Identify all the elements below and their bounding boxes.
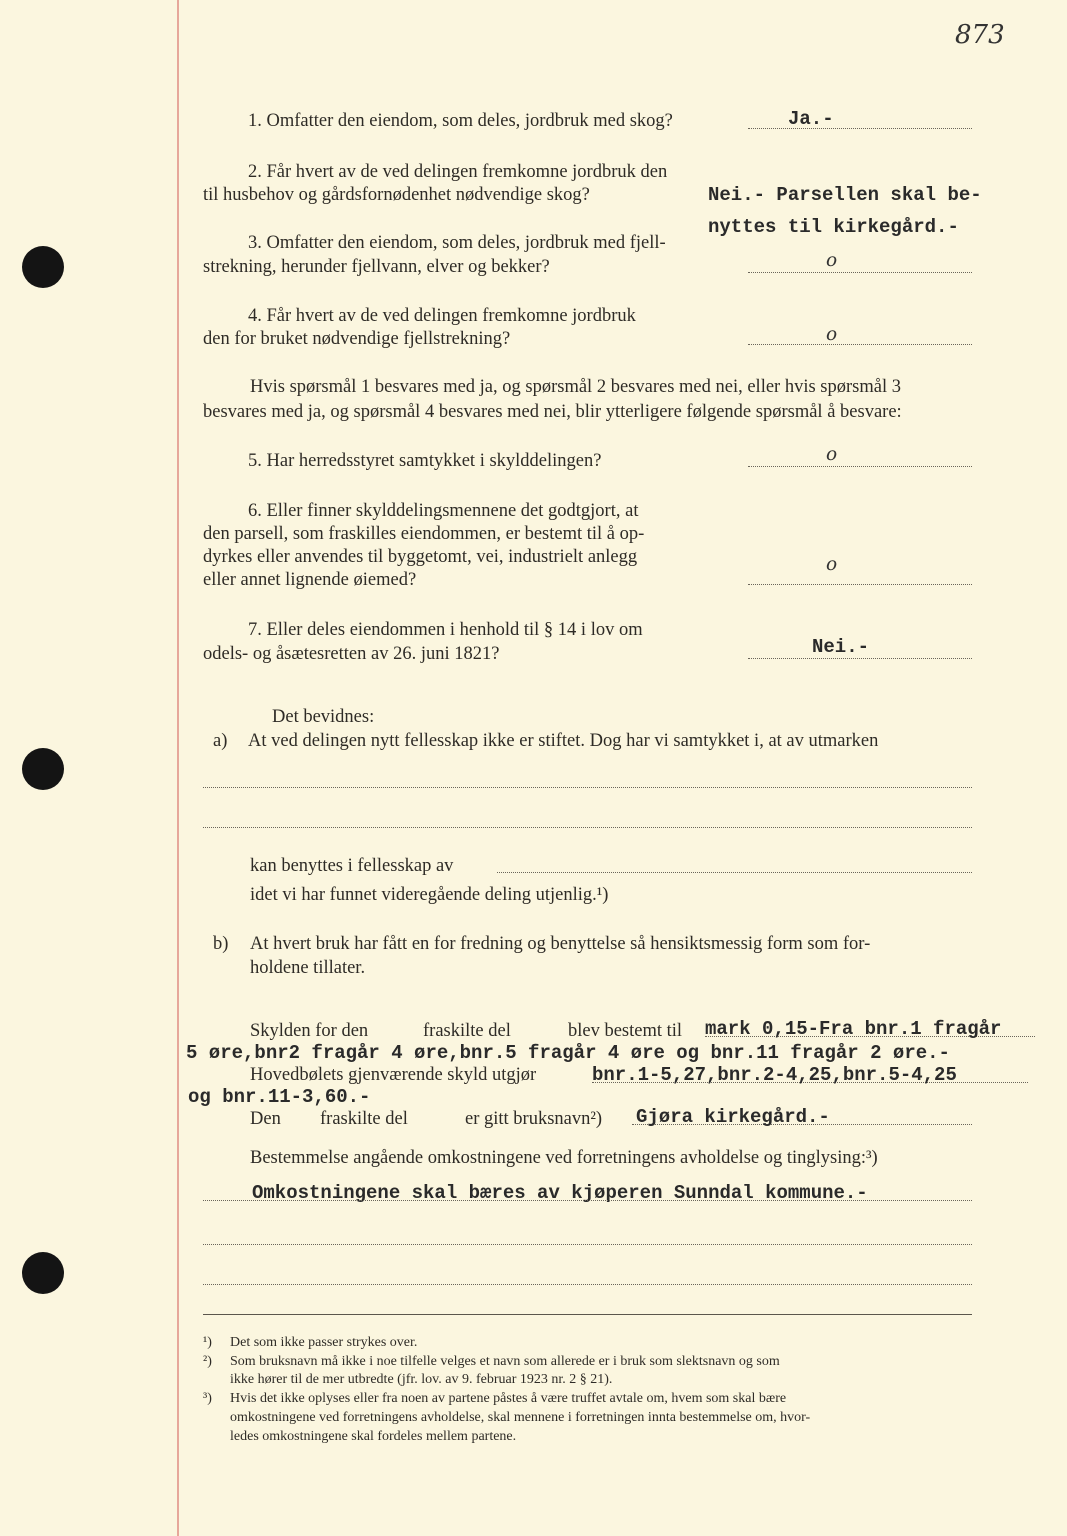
remaining-label: Hovedbølets gjenværende skyld utgjør [250, 1065, 537, 1085]
tax-prefix-end: blev bestemt til [568, 1021, 683, 1041]
question-7-line2: odels- og åsætesretten av 26. juni 1821? [203, 644, 500, 664]
binder-hole [22, 246, 64, 288]
answer-line [748, 584, 972, 585]
costs-label: Bestemmelse angående omkostningene ved forretningens avholdelse og tinglysing:³) [250, 1148, 878, 1168]
answer-1: Ja.- [788, 108, 834, 130]
binder-hole [22, 1252, 64, 1294]
certification-b-line2: holdene tillater. [250, 958, 366, 978]
tax-prefix: Skylden for den [250, 1021, 369, 1041]
answer-line [748, 658, 972, 659]
question-4-line2: den for bruket nødvendige fjellstrekning? [203, 329, 511, 349]
footnote-mark-1: ¹) [203, 1335, 212, 1350]
margin-rule [177, 0, 179, 1536]
footnote-2-line2: ikke hører til de mer utbredte (jfr. lov. av 9. februar 1923 nr. 2 § 21). [230, 1372, 613, 1387]
answer-line [748, 344, 972, 345]
footnote-3-line1: Hvis det ikke oplyses eller fra noen av partene påstes å være truffet avtale om, hvem som skal bære [230, 1391, 787, 1406]
name-prefix: Den [250, 1109, 281, 1129]
tax-value: mark 0,15-Fra bnr.1 fragår [705, 1018, 1002, 1040]
question-2-line1: 2. Får hvert av de ved delingen fremkomne jordbruk den [248, 162, 668, 182]
tax-value-cont: 5 øre,bnr2 fragår 4 øre,bnr.5 fragår 4 øre og bnr.11 fragår 2 øre.- [186, 1042, 950, 1064]
answer-6: o [826, 554, 838, 575]
remaining-value-cont: og bnr.11-3,60.- [188, 1086, 371, 1108]
certification-a-text: At ved delingen nytt fellesskap ikke er stiftet. Dog har vi samtykket i, at av utmarken [248, 731, 879, 751]
answer-5: o [826, 444, 838, 465]
binder-hole [22, 748, 64, 790]
name-prefix-part: fraskilte del [320, 1109, 408, 1129]
certification-b-label: b) [213, 934, 229, 954]
answer-3: o [826, 250, 838, 271]
costs-line [203, 1200, 972, 1201]
certification-a-label: a) [213, 731, 228, 751]
conditional-intro-line2: besvares med ja, og spørsmål 4 besvares med nei, blir ytterligere følgende spørsmål å besvare: [203, 402, 902, 422]
costs-value: Omkostningene skal bæres av kjøperen Sunndal kommune.- [252, 1182, 868, 1204]
answer-line [748, 272, 972, 273]
question-1: 1. Omfatter den eiendom, som deles, jordbruk med skog? [248, 111, 673, 131]
question-6-line4: eller annet lignende øiemed? [203, 570, 417, 590]
answer-7: Nei.- [812, 636, 870, 658]
footnote-mark-3: ³) [203, 1391, 212, 1406]
name-prefix-end: er gitt bruksnavn²) [465, 1109, 603, 1129]
question-2-line2: til husbehov og gårdsfornødenhet nødvendige skog? [203, 185, 590, 205]
tax-prefix-part: fraskilte del [423, 1021, 511, 1041]
question-4-line1: 4. Får hvert av de ved delingen fremkomne jordbruk [248, 306, 636, 326]
footnote-3-line2: omkostningene ved forretningens avholdelse, skal mennene i forretningen innta bestemmelse om, hvor- [230, 1410, 811, 1425]
question-6-line1: 6. Eller finner skylddelingsmennene det godtgjort, at [248, 501, 639, 521]
reason-text: idet vi har funnet videregående deling utjenlig.¹) [250, 885, 609, 905]
answer-line [748, 466, 972, 467]
blank-line [203, 1244, 972, 1245]
blank-line [203, 1284, 972, 1285]
question-6-line2: den parsell, som fraskilles eiendommen, er bestemt til å op- [203, 524, 645, 544]
question-7-line1: 7. Eller deles eiendommen i henhold til § 14 i lov om [248, 620, 643, 640]
blank-line [497, 872, 972, 873]
certification-b-line1: At hvert bruk har fått en for fredning og benyttelse så hensiktsmessig form som for- [250, 934, 871, 954]
question-5: 5. Har herredsstyret samtykket i skylddelingen? [248, 451, 602, 471]
remaining-value: bnr.1-5,27,bnr.2-4,25,bnr.5-4,25 [592, 1064, 957, 1086]
answer-2-cont: nyttes til kirkegård.- [708, 216, 959, 238]
answer-line [748, 128, 972, 129]
certification-heading: Det bevidnes: [272, 707, 375, 727]
footnote-mark-2: ²) [203, 1354, 212, 1369]
blank-line [203, 827, 972, 828]
answer-2: Nei.- Parsellen skal be- [708, 184, 982, 206]
footnote-1: Det som ikke passer strykes over. [230, 1335, 418, 1350]
farm-name-value: Gjøra kirkegård.- [636, 1106, 830, 1128]
blank-line [203, 787, 972, 788]
question-3-line1: 3. Omfatter den eiendom, som deles, jordbruk med fjell- [248, 233, 666, 253]
footnote-2-line1: Som bruksnavn må ikke i noe tilfelle velges et navn som allerede er i bruk som slektsnavn og som [230, 1354, 780, 1369]
footnote-separator [203, 1314, 972, 1315]
page-number: 873 [955, 20, 1005, 50]
shared-use-label: kan benyttes i fellesskap av [250, 856, 454, 876]
footnote-3-line3: ledes omkostningene skal fordeles mellem partene. [230, 1429, 517, 1444]
question-6-line3: dyrkes eller anvendes til byggetomt, vei, industrielt anlegg [203, 547, 638, 567]
question-3-line2: strekning, herunder fjellvann, elver og bekker? [203, 257, 550, 277]
answer-4: o [826, 324, 838, 345]
conditional-intro-line1: Hvis spørsmål 1 besvares med ja, og spørsmål 2 besvares med nei, eller hvis spørsmål 3 [250, 377, 901, 397]
